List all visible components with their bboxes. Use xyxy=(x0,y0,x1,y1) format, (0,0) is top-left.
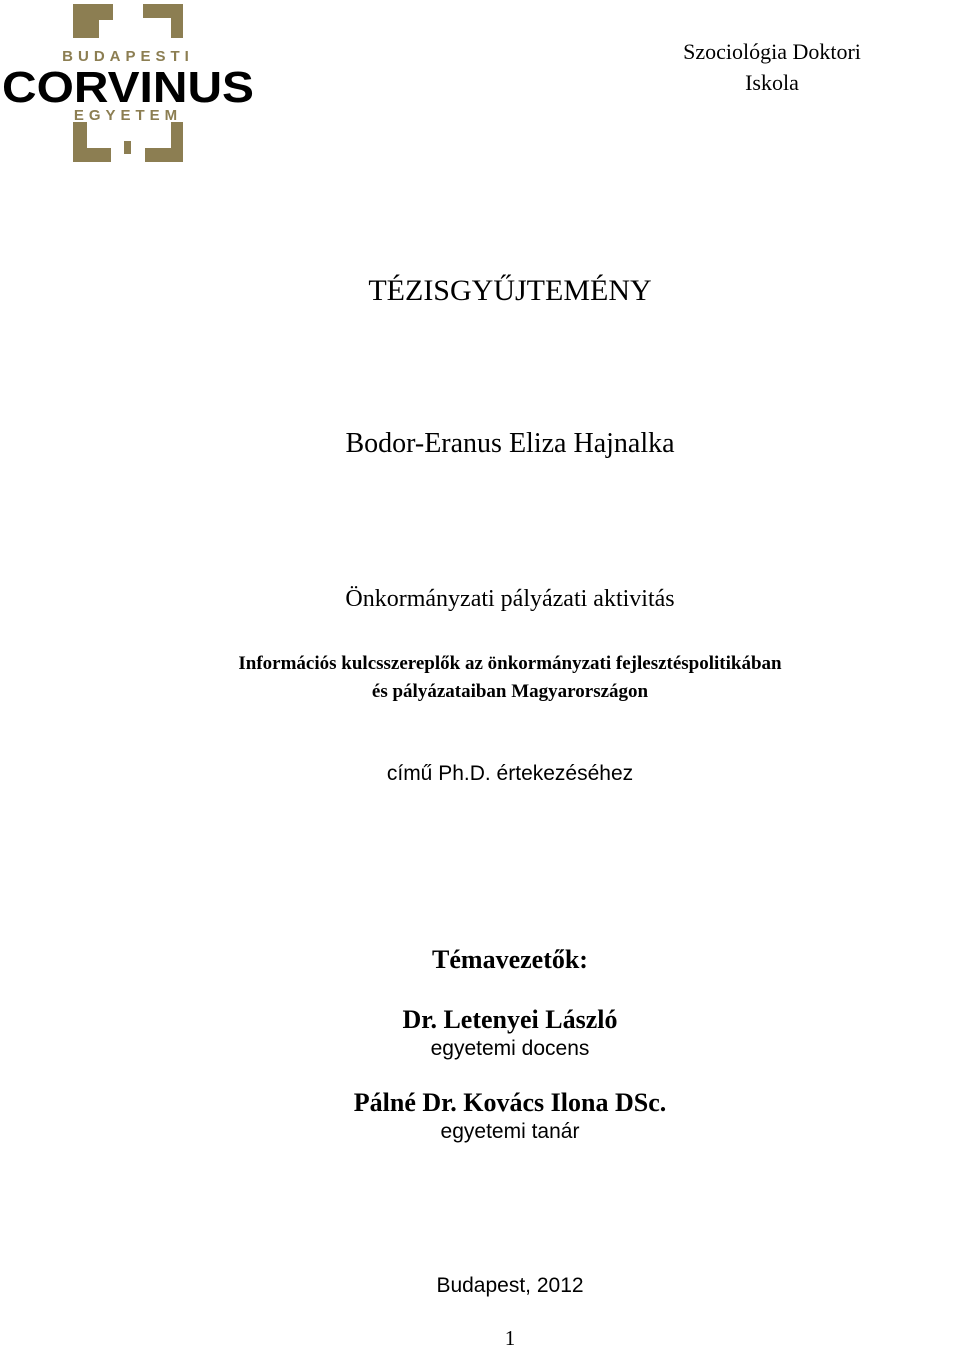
logo-line1: BUDAPESTI xyxy=(62,48,194,65)
supervisor-role: egyetemi docens xyxy=(430,1037,590,1060)
school-line1: Szociológia Doktori xyxy=(683,39,861,64)
supervisors-heading: Témavezetők: xyxy=(432,945,588,974)
logo-line2: CORVINUS xyxy=(2,63,254,112)
school-name xyxy=(662,36,882,98)
subtitle-line2: és pályázataiban Magyarországon xyxy=(371,681,649,702)
document-type: TÉZISGYŰJTEMÉNY xyxy=(368,274,652,307)
dissertation-subtitle xyxy=(0,650,960,706)
author-name: Bodor-Eranus Eliza Hajnalka xyxy=(345,428,675,459)
thesis-label: című Ph.D. értekezéséhez xyxy=(386,762,634,785)
supervisor-name: Dr. Letenyei László xyxy=(402,1005,618,1034)
place-year: Budapest, 2012 xyxy=(436,1274,584,1297)
corvinus-logo xyxy=(0,0,262,168)
subtitle-line1: Információs kulcsszereplők az önkormányzati fejlesztéspolitikában xyxy=(238,653,782,674)
dissertation-title: Önkormányzati pályázati aktivitás xyxy=(345,586,675,612)
school-line2: Iskola xyxy=(745,70,799,95)
logo-line3: EGYETEM xyxy=(73,107,183,124)
supervisor-role: egyetemi tanár xyxy=(440,1120,580,1143)
page-number: 1 xyxy=(504,1326,516,1350)
supervisor-name: Pálné Dr. Kovács Ilona DSc. xyxy=(353,1088,667,1117)
